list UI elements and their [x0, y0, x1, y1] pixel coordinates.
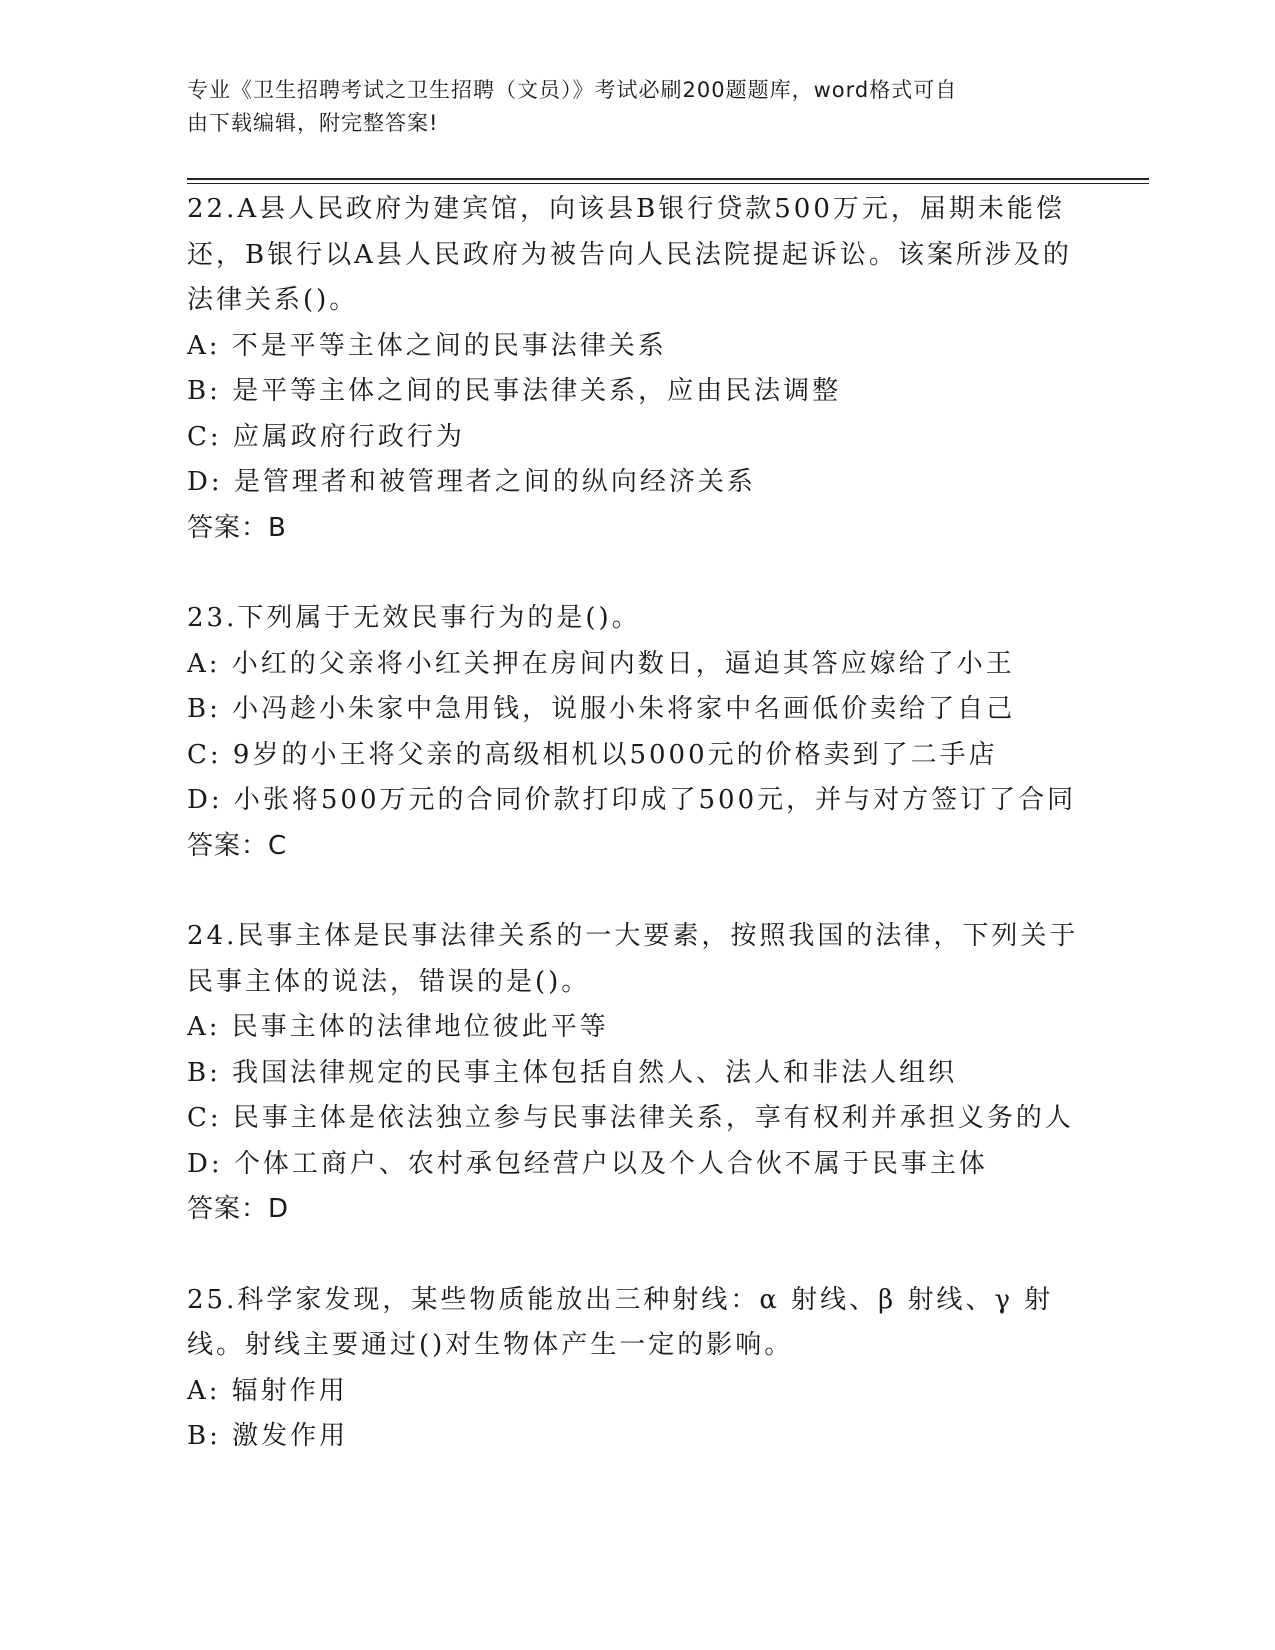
question-stem: 25.科学家发现，某些物质能放出三种射线：α 射线、β 射线、γ 射: [187, 1284, 1054, 1315]
question-stem: 22.A县人民政府为建宾馆，向该县B银行贷款500万元，届期未能偿: [187, 194, 1065, 224]
question-23: [187, 596, 1087, 869]
header-divider-thin: [187, 183, 1149, 184]
answer: 答案：C: [187, 830, 288, 861]
question-stem: 还，B银行以A县人民政府为被告向人民法院提起诉讼。该案所涉及的: [187, 239, 1072, 270]
document-header: [187, 74, 1087, 140]
option-c: C: 民事主体是依法独立参与民事法律关系，享有权利并承担义务的人: [187, 1103, 1074, 1133]
option-b: B: 是平等主体之间的民事法律关系，应由民法调整: [187, 376, 842, 406]
option-b: B: 激发作用: [187, 1421, 349, 1451]
option-d: D: 个体工商户、农村承包经营户以及个人合伙不属于民事主体: [187, 1148, 988, 1179]
question-stem: 线。射线主要通过()对生物体产生一定的影响。: [187, 1330, 794, 1360]
question-stem: 民事主体的说法，错误的是()。: [187, 966, 591, 997]
question-25: [187, 1278, 1087, 1460]
option-d: D: 小张将500万元的合同价款打印成了500元，并与对方签订了合同: [187, 785, 1077, 815]
question-stem: 法律关系()。: [187, 285, 359, 315]
option-d: D: 是管理者和被管理者之间的纵向经济关系: [187, 467, 756, 497]
header-divider-thick: [187, 178, 1149, 180]
option-a: A: 民事主体的法律地位彼此平等: [187, 1012, 609, 1042]
option-c: C: 应属政府行政行为: [187, 421, 465, 452]
header-line-2: 由下载编辑，附完整答案!: [187, 111, 439, 135]
question-stem: 23.下列属于无效民事行为的是()。: [187, 603, 641, 633]
option-b: B: 小冯趁小朱家中急用钱，说服小朱将家中名画低价卖给了自己: [187, 694, 1016, 724]
option-c: C: 9岁的小王将父亲的高级相机以5000元的价格卖到了二手店: [187, 739, 998, 770]
option-b: B: 我国法律规定的民事主体包括自然人、法人和非法人组织: [187, 1057, 958, 1088]
question-22: [187, 187, 1087, 551]
header-line-1: 专业《卫生招聘考试之卫生招聘（文员）》考试必刷200题题库，word格式可自: [187, 78, 958, 102]
question-list: [187, 187, 1087, 1505]
answer: 答案：D: [187, 1194, 290, 1224]
question-stem: 24.民事主体是民事法律关系的一大要素，按照我国的法律，下列关于: [187, 921, 1079, 951]
option-a: A: 辐射作用: [187, 1375, 348, 1406]
option-a: A: 不是平等主体之间的民事法律关系: [187, 330, 667, 361]
answer: 答案：B: [187, 512, 287, 543]
option-a: A: 小红的父亲将小红关押在房间内数日，逼迫其答应嫁给了小王: [187, 648, 1015, 679]
question-24: [187, 914, 1087, 1233]
